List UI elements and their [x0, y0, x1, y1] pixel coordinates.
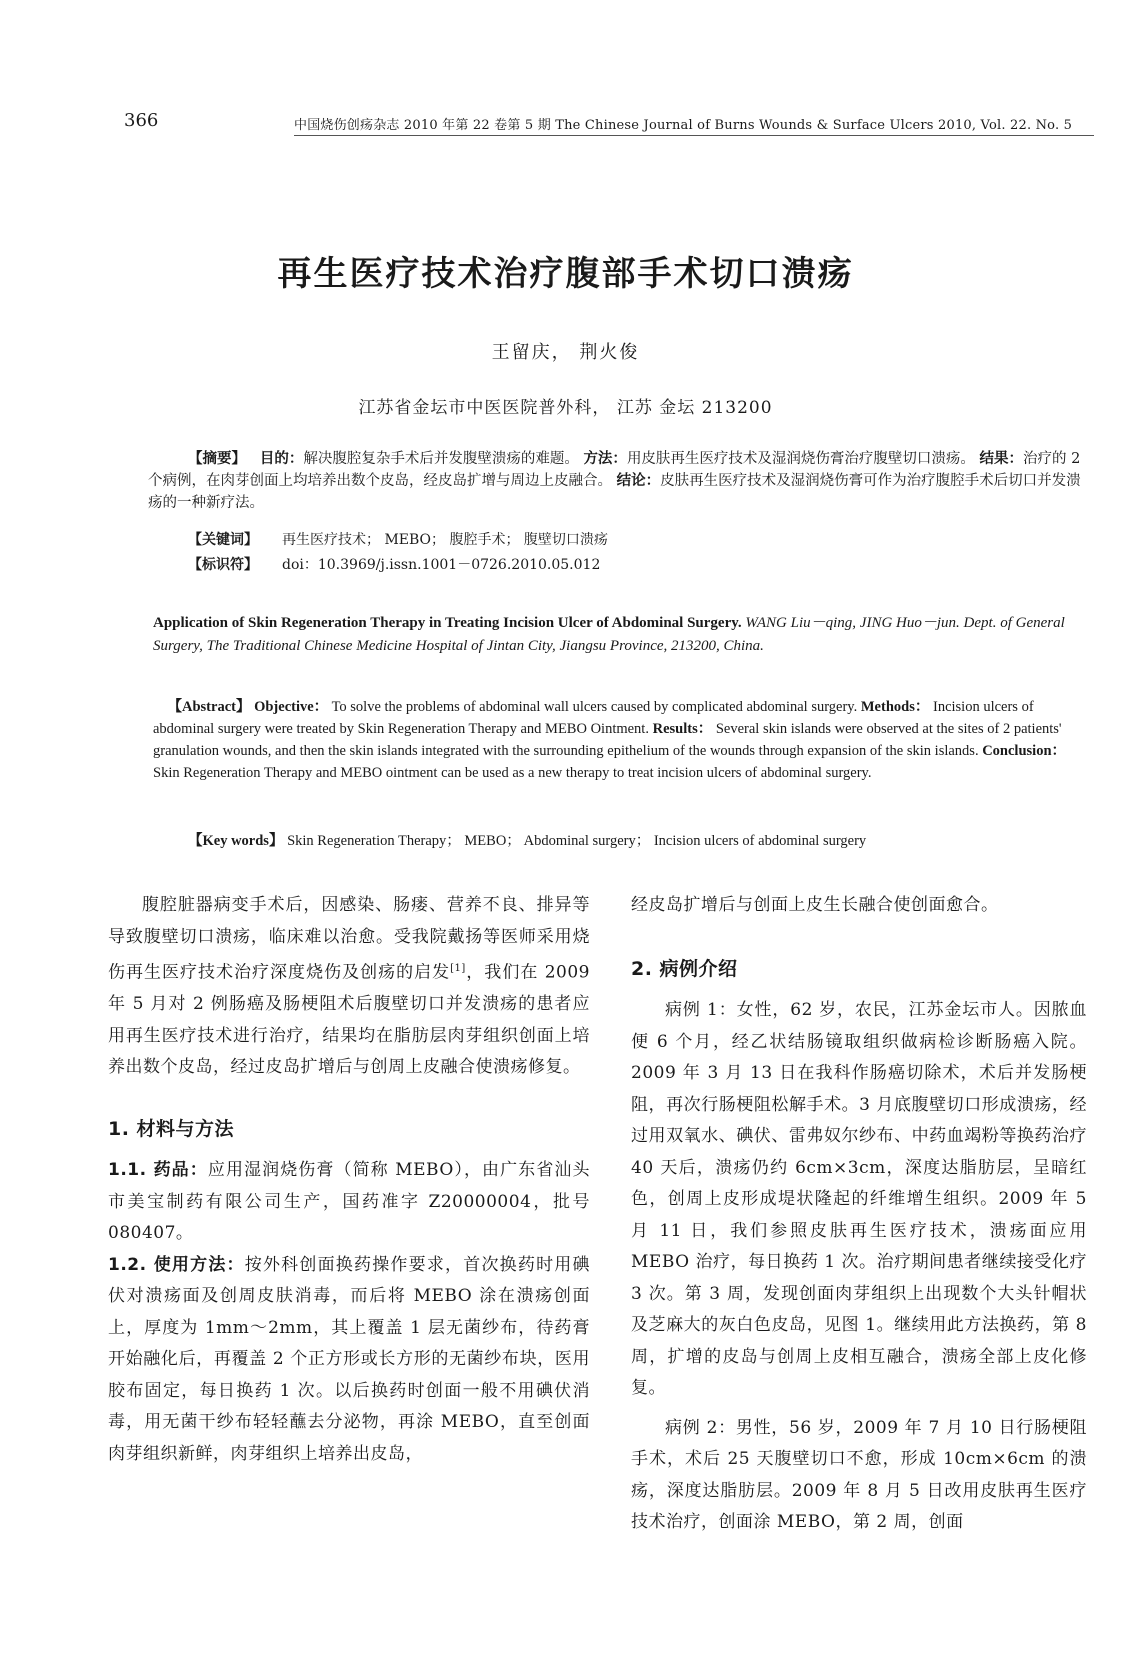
conclusion-label: 结论： — [616, 473, 661, 489]
en-methods-text: Incision ulcers of abdominal surgery were treated by Skin Regeneration Therapy and MEBO Ointment. — [153, 699, 1034, 737]
section-2-heading: 2. 病例介绍 — [631, 957, 738, 980]
case-2-paragraph: 病例 2：男性，56 岁，2009 年 7 月 10 日行肠梗阻手术，术后 25 天腹壁切口不愈，形成 10cm×6cm 的溃疡，深度达脂肪层。2009 年 8 月 5 日改用皮肤再生医疗技术治疗，创面涂 MEBO，第 2 周，创面 — [631, 1417, 1087, 1532]
english-keywords — [188, 830, 1086, 852]
en-conclusion-label: Conclusion： — [982, 743, 1067, 759]
objective-text: 解决腹腔复杂手术后并发腹壁溃疡的难题。 — [303, 451, 579, 467]
en-keywords-text: Skin Regeneration Therapy； MEBO； Abdominal surgery； Incision ulcers of abdominal surgery — [287, 833, 867, 849]
results-label: 结果： — [979, 451, 1024, 467]
intro-paragraph — [108, 890, 590, 1084]
intro-text-b: ，我们在 2009 年 5 月对 2 例肠癌及肠梗阻术后腹壁切口并发溃疡的患者应用再生医疗技术进行治疗，结果均在脂肪层肉芽组织创面上培养出数个皮岛，经过皮岛扩增后与创周上皮融合使溃疡修复。 — [108, 962, 591, 1078]
intro-text-a: 腹腔脏器病变手术后，因感染、肠瘘、营养不良、排异等导致腹壁切口溃疡，临床难以治愈。受我院戴扬等医师采用烧伤再生医疗技术治疗深度烧伤及创疡的启发 — [108, 895, 590, 983]
english-title-block — [153, 612, 1086, 658]
en-conclusion-text: Skin Regeneration Therapy and MEBO ointment can be used as a new therapy to treat incision ulcers of abdominal surgery. — [153, 765, 872, 781]
en-objective-label: Objective： — [254, 699, 329, 715]
conclusion-text: 皮肤再生医疗技术及湿润烧伤膏可作为治疗腹腔手术后切口并发溃疡的一种新疗法。 — [148, 473, 1081, 511]
english-authors-affiliation: WANG Liu－qing, JING Huo－jun. Dept. of General Surgery, The Traditional Chinese Medicine Hospital of Jintan City, Jiangsu Province, 213200, China. — [153, 615, 1065, 654]
running-header: 中国烧伤创疡杂志 2010 年第 22 卷第 5 期 The Chinese Journal of Burns Wounds & Surface Ulcers 2010, Vol. 22. No. 5 — [294, 118, 1073, 133]
page-number: 366 — [124, 110, 159, 131]
keywords-label: 【关键词】 — [188, 532, 258, 548]
authors: 王留庆， 荆火俊 — [491, 342, 640, 363]
section-1-2-label: 1.2. 使用方法： — [108, 1254, 245, 1275]
chinese-keywords — [188, 529, 1086, 549]
section-1-2-text: 按外科创面换药操作要求，首次换药时用碘伏对溃疡面及创周皮肤消毒，而后将 MEBO 涂在溃疡创面上，厚度为 1mm～2mm，其上覆盖 1 层无菌纱布，待药膏开始融化后，再覆盖 2 个正方形或长方形的无菌纱布块，医用胶布固定，每日换药 1 次。以后换药时创面一般不用碘伏消毒，用无菌干纱布轻轻蘸去分泌物，再涂 MEBO，直至创面肉芽组织新鲜，肉芽组织上培养出皮岛， — [108, 1254, 590, 1464]
en-objective-text: To solve the problems of abdominal wall ulcers caused by complicated abdominal surgery. — [331, 699, 858, 715]
en-results-text: Several skin islands were observed at the sites of 2 patients' granulation wounds, and then the skin islands integrated with the surrounding epithelium of the wounds through expansion of the skin islands. — [153, 721, 1062, 759]
right-column — [631, 890, 1087, 1539]
affiliation: 江苏省金坛市中医医院普外科， 江苏 金坛 213200 — [358, 398, 773, 418]
results-text: 治疗的 2 个病例，在肉芽创面上均培养出数个皮岛，经皮岛扩增与周边上皮融合。 — [148, 451, 1081, 489]
doi-text: doi：10.3969/j.issn.1001－0726.2010.05.012 — [282, 557, 601, 573]
section-1-2 — [108, 1250, 590, 1471]
case-1-paragraph: 病例 1：女性，62 岁，农民，江苏金坛市人。因脓血便 6 个月，经乙状结肠镜取组织做病检诊断肠癌入院。2009 年 3 月 13 日在我科作肠癌切除术，术后并发肠梗阻，再次行肠梗阻松解手术。3 月底腹壁切口形成溃疡，经过用双氧水、碘伏、雷弗奴尔纱布、中药血竭粉等换药治疗 40 天后，溃疡仍约 6cm×3cm，深度达脂肪层，呈暗红色，创周上皮形成堤状隆起的纤维增生组织。2009 年 5 月 11 日，我们参照皮肤再生医疗技术，溃疡面应用 MEBO 治疗，每日换药 1 次。治疗期间患者继续接受化疗 3 次。第 3 周，发现创面肉芽组织上出现数个大头针帽状及芝麻大的灰白色皮岛，见图 1。继续用此方法换药，第 8 周，扩增的皮岛与创周上皮相互融合，溃疡全部上皮化修复。 — [631, 1000, 1087, 1398]
objective-label: 目的： — [259, 451, 304, 467]
section-1-1-label: 1.1. 药品： — [108, 1160, 208, 1181]
section-1-1-text: 应用湿润烧伤膏（简称 MEBO），由广东省汕头市美宝制药有限公司生产，国药准字 Z20000004，批号 080407。 — [108, 1160, 591, 1244]
section-1-heading: 1. 材料与方法 — [108, 1117, 235, 1140]
en-keywords-label: 【Key words】 — [188, 833, 284, 849]
en-results-label: Results： — [652, 721, 713, 737]
doi-label: 【标识符】 — [188, 557, 258, 573]
english-title: Application of Skin Regeneration Therapy in Treating Incision Ulcer of Abdominal Surgery. — [153, 615, 742, 631]
section-1-2-continued: 经皮岛扩增后与创面上皮生长融合使创面愈合。 — [631, 895, 999, 915]
en-methods-label: Methods： — [860, 699, 930, 715]
chinese-abstract — [148, 448, 1086, 514]
article-title: 再生医疗技术治疗腹部手术切口溃疡 — [277, 254, 854, 294]
doi-row — [188, 554, 1086, 574]
keywords-text: 再生医疗技术； MEBO； 腹腔手术； 腹壁切口溃疡 — [282, 532, 608, 548]
citation-1[interactable]: [1] — [450, 963, 466, 974]
section-1-1 — [108, 1155, 590, 1250]
abstract-label: 【摘要】 — [188, 451, 246, 467]
header-rule — [294, 135, 1094, 136]
english-abstract — [153, 696, 1086, 784]
en-abstract-label: 【Abstract】 — [167, 699, 251, 715]
methods-label: 方法： — [583, 451, 627, 467]
left-column — [108, 890, 590, 1470]
methods-text: 用皮肤再生医疗技术及湿润烧伤膏治疗腹壁切口溃疡。 — [626, 451, 975, 467]
